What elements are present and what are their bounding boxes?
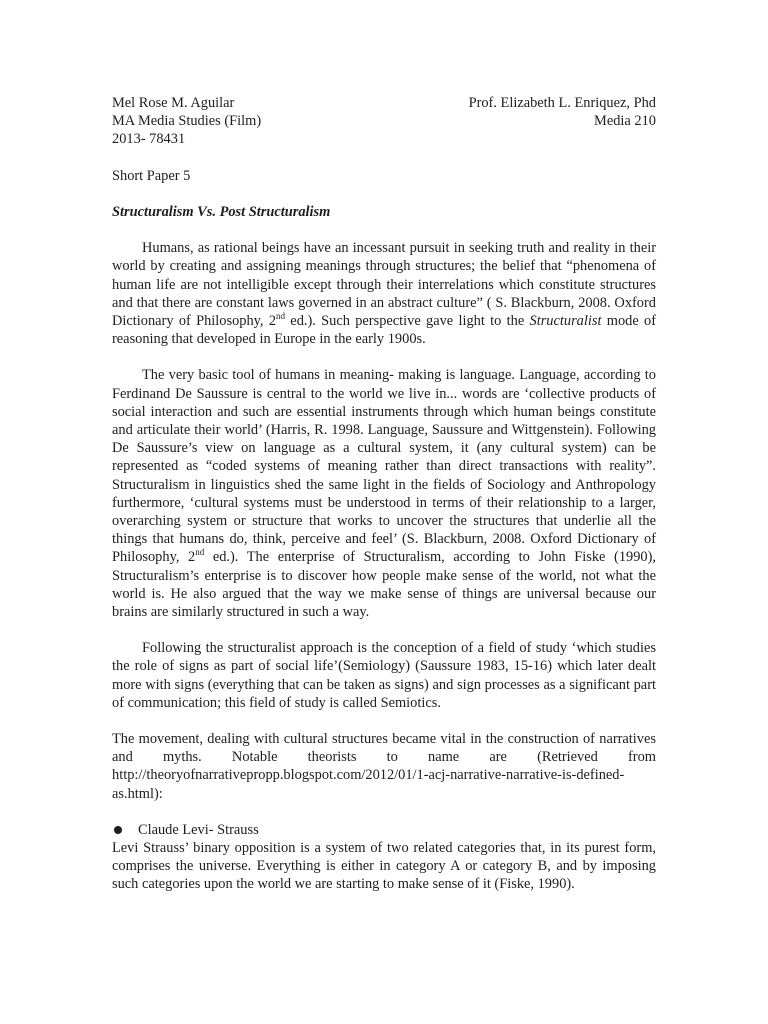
bullet-icon xyxy=(114,826,122,834)
document-header xyxy=(112,94,656,149)
paragraph-5: Levi Strauss’ binary opposition is a system of two related categories that, in its purest form, comprises the universe. Everything is either in category A or category B, and by imposing such categories upon the world we are starting to make sense of it (Fiske, 1990). xyxy=(112,840,656,893)
short-paper-label: Short Paper 5 xyxy=(112,167,191,184)
paragraph-2 xyxy=(112,366,656,621)
author-name: Mel Rose M. Aguilar xyxy=(112,95,235,111)
student-number: 2013- 78431 xyxy=(112,131,186,148)
bullet-item xyxy=(112,821,656,839)
bullet-label: Claude Levi- Strauss xyxy=(138,821,259,838)
paragraph-1-text-a: Humans, as rational beings have an incessant pursuit in seeking truth and reality in their world by creating and assigning meanings through structures; the belief that “phenomena of human life are not intelligible except through their interrelations which constitute structures and that there are constant laws governed in an abstract culture” ( S. Blackburn, 2008. Oxford Dictionary of Philosophy, 2 xyxy=(112,240,656,329)
document-page xyxy=(112,94,656,894)
italic-structuralist: Structuralist xyxy=(529,312,602,329)
professor-name: Prof. Elizabeth L. Enriquez, Phd xyxy=(468,95,656,111)
paragraph-4: The movement, dealing with cultural structures became vital in the construction of narratives and myths. Notable theorists to name are (Retrieved from http://theoryofnarrativepropp.blogspot.com/2012/01/1-acj-narrative-narrative-is-defined-as.html): xyxy=(112,731,656,802)
course-code: Media 210 xyxy=(594,113,656,130)
program-name: MA Media Studies (Film) xyxy=(112,113,262,130)
superscript-nd: nd xyxy=(276,311,286,322)
paper-title: Structuralism Vs. Post Structuralism xyxy=(112,203,331,220)
paragraph-2-text-b: ed.). The enterprise of Structuralism, according to John Fiske (1990), Structuralism’s enterprise is to discover how people make sense of the world, not what the world is. He also argued that the way we make sense of things are universal because our brains are similarly structured in such a way. xyxy=(112,549,656,621)
superscript-nd: nd xyxy=(195,547,205,558)
paragraph-1-text-c: mode of reasoning that developed in Europe in the early 1900s. xyxy=(112,312,656,348)
paragraph-3: Following the structuralist approach is the conception of a field of study ‘which studies the role of signs as part of social life’(Semiology) (Saussure 1983, 15-16) which later dealt more with signs (everything that can be taken as signs) and sign processes as a significant part of communication; this field of study is called Semiotics. xyxy=(112,640,656,711)
paragraph-2-text-a: The very basic tool of humans in meaning- making is language. Language, according to Ferdinand De Saussure is central to the world we live in... words are ‘collective products of social interaction and such are essential instruments through which human beings constitute and articulate their world’ (Harris, R. 1998. Language, Saussure and Wittgenstein). Following De Saussure’s view on language as a cultural system, it (any cultural system) can be represented as “coded systems of meaning rather than direct transactions with reality”. Structuralism in linguistics shed the same light in the fields of Sociology and Anthropology furthermore, ‘cultural systems must be understood in terms of their relationship to a larger, overarching system or structure that works to uncover the structures that underlie all the things that humans do, think, perceive and feel’ (S. Blackburn, 2008. Oxford Dictionary of Philosophy, 2 xyxy=(112,367,656,566)
paragraph-1-text-b: ed.). Such perspective gave light to the xyxy=(285,312,530,329)
paragraph-1 xyxy=(112,239,656,348)
